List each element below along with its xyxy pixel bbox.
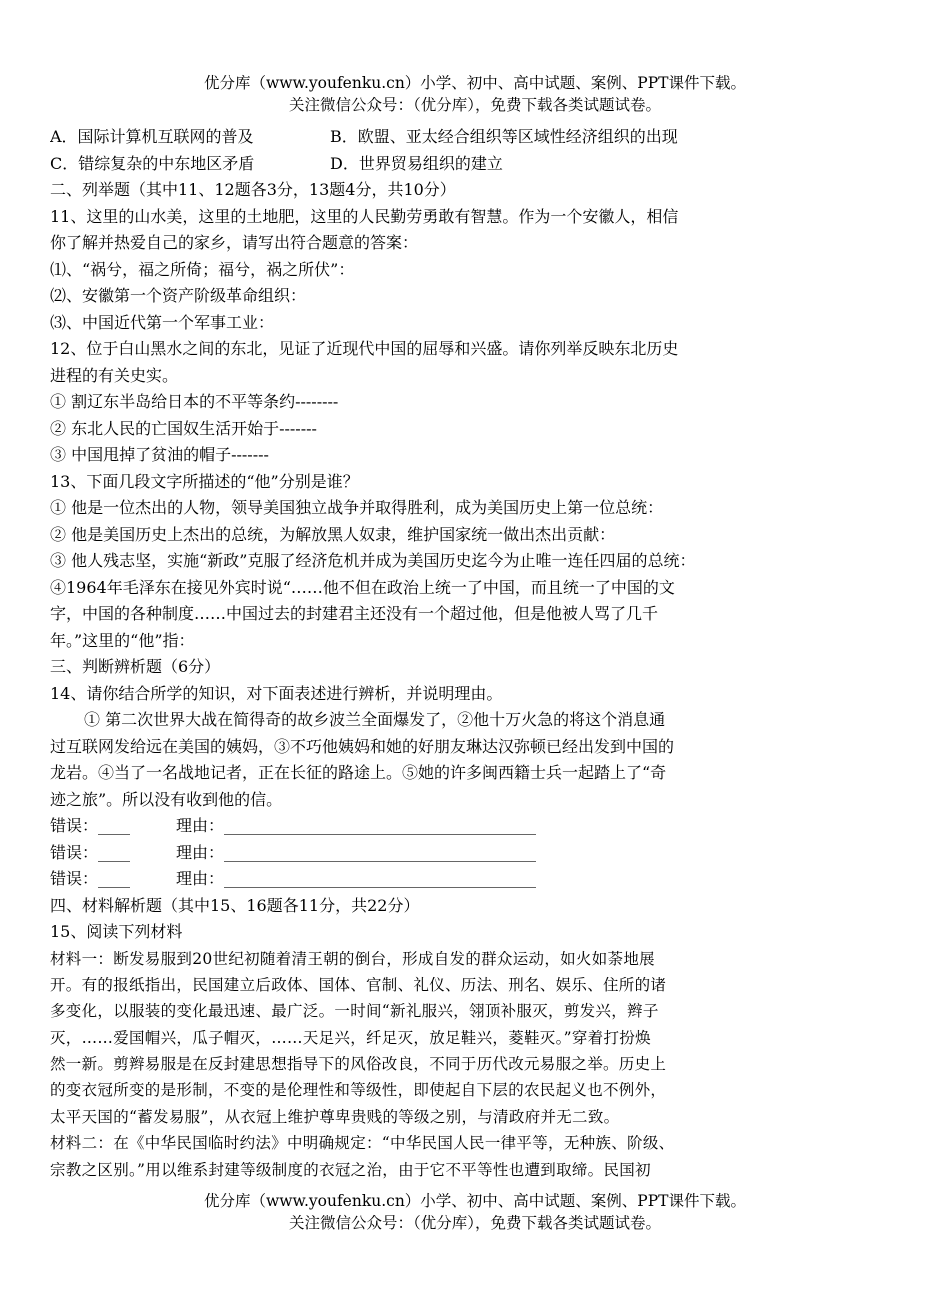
q13-stem: 13、下面几段文字所描述的“他”分别是谁？ bbox=[50, 471, 359, 491]
option-c: C．错综复杂的中东地区矛盾 bbox=[50, 153, 255, 173]
option-b: B．欧盟、亚太经合组织等区域性经济组织的出现 bbox=[330, 127, 678, 146]
q13-item-4-line-2: 字，中国的各种制度……中国过去的封建君主还没有一个超过他，但是他被人骂了几千 bbox=[50, 604, 659, 623]
material-1-line-1: 材料一：断发易服到20世纪初随着清王朝的倒台，形成自发的群众运动，如火如荼地展 bbox=[50, 949, 655, 968]
q12-item-3: ③ 中国甩掉了贫油的帽子------- bbox=[50, 445, 269, 464]
q14-answer-row-1 bbox=[50, 813, 920, 840]
material-1-line-7: 太平天国的“蓄发易服”，从衣冠上维护尊卑贵贱的等级之别，与清政府并无二致。 bbox=[50, 1107, 620, 1126]
q14-paragraph-line-1: ① 第二次世界大战在简得奇的故乡波兰全面爆发了，②他十万火急的将这个消息通 bbox=[84, 710, 666, 729]
material-1-line-2: 开。有的报纸指出，民国建立后政体、国体、官制、礼仪、历法、刑名、娱乐、住所的诸 bbox=[50, 975, 667, 994]
page-footer bbox=[0, 1190, 950, 1234]
error-blank-3: 错误：____ bbox=[50, 869, 131, 888]
footer-line-1: 优分库（www.youfenku.cn）小学、初中、高中试题、案例、PPT课件下载。 bbox=[203, 1192, 747, 1210]
q12-stem-line-1: 12、位于白山黑水之间的东北，见证了近现代中国的屈辱和兴盛。请你列举反映东北历史 bbox=[50, 339, 679, 358]
q13-item-1: ① 他是一位杰出的人物，领导美国独立战争并取得胜利，成为美国历史上第一位总统： bbox=[50, 498, 664, 517]
section-4-title: 四、材料解析题（其中15、16题各11分，共22分） bbox=[50, 895, 420, 915]
option-a: A．国际计算机互联网的普及 bbox=[50, 127, 254, 146]
q14-answer-row-2 bbox=[50, 840, 920, 867]
q13-item-2: ② 他是美国历史上杰出的总统，为解放黑人奴隶，维护国家统一做出杰出贡献： bbox=[50, 524, 616, 544]
option-d: D．世界贸易组织的建立 bbox=[330, 153, 503, 173]
header-line-1: 优分库（www.youfenku.cn）小学、初中、高中试题、案例、PPT课件下载。 bbox=[203, 74, 747, 92]
error-blank-1: 错误：____ bbox=[50, 816, 131, 835]
material-1-line-5: 然一新。剪辫易服是在反封建思想指导下的风俗改良，不同于历代改元易服之举。历史上 bbox=[50, 1055, 667, 1074]
q15-stem: 15、阅读下列材料 bbox=[50, 922, 183, 941]
reason-blank-1: 理由：_______________________________________ bbox=[176, 816, 537, 835]
options-row-ab bbox=[50, 124, 920, 151]
options-row-cd bbox=[50, 151, 920, 178]
page-header bbox=[0, 72, 950, 116]
header-line-2: 关注微信公众号：（优分库），免费下载各类试题试卷。 bbox=[288, 96, 661, 114]
q12-stem-line-2: 进程的有关史实。 bbox=[50, 365, 179, 385]
error-blank-2: 错误：____ bbox=[50, 842, 131, 862]
q12-item-1: ① 割辽东半岛给日本的不平等条约-------- bbox=[50, 392, 339, 411]
reason-blank-2: 理由：_______________________________________ bbox=[176, 842, 537, 862]
reason-blank-3: 理由：_______________________________________ bbox=[176, 869, 537, 888]
q11-stem-line-2: 你了解并热爱自己的家乡，请写出符合题意的答案： bbox=[50, 233, 419, 252]
q12-item-2: ② 东北人民的亡国奴生活开始于------- bbox=[50, 418, 317, 438]
q13-item-3: ③ 他人残志坚，实施“新政”克服了经济危机并成为美国历史迄今为止唯一连任四届的总统： bbox=[50, 551, 696, 570]
q14-stem: 14、请你结合所学的知识，对下面表述进行辨析，并说明理由。 bbox=[50, 683, 503, 703]
q15-materials bbox=[50, 946, 920, 1184]
material-1-line-6: 的变衣冠所变的是形制，不变的是伦理性和等级性，即使起自下层的农民起义也不例外， bbox=[50, 1081, 667, 1100]
q11-item-2: ⑵、安徽第一个资产阶级革命组织： bbox=[50, 286, 307, 305]
q14-paragraph-line-3: 龙岩。④当了一名战地记者，正在长征的路途上。⑤她的许多闽西籍士兵一起踏上了“奇 bbox=[50, 763, 667, 782]
material-1-line-4: 灭，……爱国帽兴，瓜子帽灭，……天足兴，纤足灭，放足鞋兴，菱鞋灭。”穿着打扮焕 bbox=[50, 1028, 651, 1047]
material-2-line-1: 材料二：在《中华民国临时约法》中明确规定：“中华民国人民一律平等，无种族、阶级、 bbox=[50, 1134, 675, 1153]
q11-stem-line-1: 11、这里的山水美，这里的土地肥，这里的人民勤劳勇敢有智慧。作为一个安徽人，相信 bbox=[50, 206, 679, 226]
document-body bbox=[50, 124, 920, 1183]
section-3-title: 三、判断辨析题（6分） bbox=[50, 657, 221, 676]
q13-item-4-line-3: 年。”这里的“他”指： bbox=[50, 630, 195, 650]
q13-item-4-line-1: ④1964年毛泽东在接见外宾时说“……他不但在政治上统一了中国，而且统一了中国的文 bbox=[50, 577, 675, 597]
footer-line-2: 关注微信公众号：（优分库），免费下载各类试题试卷。 bbox=[288, 1214, 661, 1232]
q14-paragraph-line-4: 迹之旅”。所以没有收到他的信。 bbox=[50, 789, 283, 809]
material-1-line-3: 多变化，以服装的变化最迅速、最广泛。一时间“新礼服兴，翎顶补服灭，剪发兴，辫子 bbox=[50, 1002, 659, 1021]
q11-item-3: ⑶、中国近代第一个军事工业： bbox=[50, 312, 275, 332]
q14-answer-row-3 bbox=[50, 866, 920, 893]
q14-paragraph-line-2: 过互联网发给远在美国的姨妈，③不巧他姨妈和她的好朋友琳达汉弥顿已经出发到中国的 bbox=[50, 736, 675, 756]
section-2-title: 二、列举题（其中11、12题各3分，13题4分，共10分） bbox=[50, 180, 456, 199]
q11-item-1: ⑴、“祸兮，福之所倚；福兮，祸之所伏”： bbox=[50, 259, 355, 279]
material-2-line-2: 宗教之区别。”用以维系封建等级制度的衣冠之治，由于它不平等性也遭到取缔。民国初 bbox=[50, 1160, 651, 1179]
